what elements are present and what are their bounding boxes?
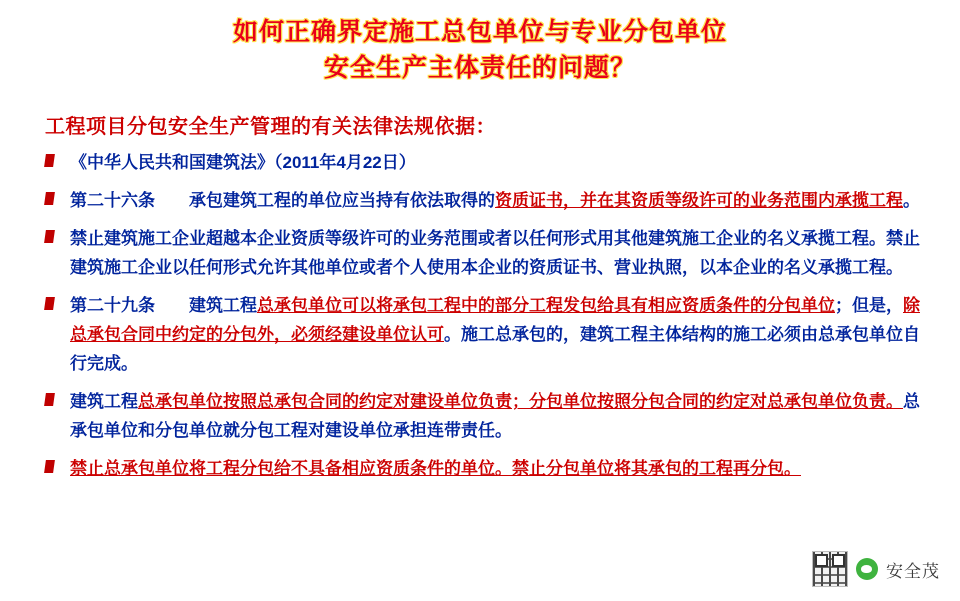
bullet-marker-icon xyxy=(44,297,55,310)
bullet-prohibition-overstep xyxy=(45,224,920,282)
qr-code-icon xyxy=(812,551,848,587)
bullet-article-29 xyxy=(45,291,920,378)
bullet-law-reference-text xyxy=(70,148,920,177)
text-run: 建筑工程 xyxy=(189,296,257,315)
bullet-joint-liability xyxy=(45,387,920,445)
logo-text: 安全茂 xyxy=(886,561,940,581)
text-run: 。 xyxy=(903,191,920,210)
text-run: 承包建筑工程的单位应当持有依法取得的 xyxy=(189,191,495,210)
text-run: 禁止总承包单位将工程分包给不具备相应资质条件的单位。禁止分包单位将其承包的工程再分包。 xyxy=(70,459,801,478)
section-heading: 工程项目分包安全生产管理的有关法律法规依据： xyxy=(45,116,496,138)
text-run: 总承包单位按照总承包合同的约定对建设单位负责；分包单位按照分包合同的约定对总承包单位负责。 xyxy=(138,392,903,411)
text-run: 。施工总承包的，建筑工程主体结构的施工必须由总承包单位自行完成。 xyxy=(70,325,920,373)
text-run: 《中华人民共和国建筑法》（2011年4月22日） xyxy=(70,153,416,172)
title-line-2: 安全生产主体责任的问题？ xyxy=(323,54,636,82)
footer-logo xyxy=(812,551,940,587)
bullet-law-reference xyxy=(45,148,920,177)
slide-title xyxy=(0,14,960,86)
text-run xyxy=(155,191,189,210)
bullet-prohibition-overstep-text xyxy=(70,224,920,282)
title-line-1: 如何正确界定施工总包单位与专业分包单位 xyxy=(232,18,727,46)
bullet-marker-icon xyxy=(44,393,55,406)
bullet-marker-icon xyxy=(44,154,55,167)
bullet-joint-liability-text xyxy=(70,387,920,445)
text-run: 除总承包合同中约定的分包外，必须经建设单位认可 xyxy=(70,296,920,344)
bullet-article-26 xyxy=(45,186,920,215)
bullet-article-26-text xyxy=(70,186,920,215)
bullet-article-29-text xyxy=(70,291,920,378)
text-run: 总承包单位可以将承包工程中的部分工程发包给具有相应资质条件的分包单位 xyxy=(257,296,835,315)
bullet-marker-icon xyxy=(44,460,55,473)
text-run: 总承包单位和分包单位就分包工程对建设单位承担连带责任。 xyxy=(70,392,920,440)
text-run: 第二十九条 xyxy=(70,296,155,315)
text-run: ；但是， xyxy=(835,296,903,315)
wechat-icon xyxy=(856,558,878,580)
bullet-marker-icon xyxy=(44,192,55,205)
bullet-prohibit-resubcontract-text xyxy=(70,454,920,483)
bullet-marker-icon xyxy=(44,230,55,243)
text-run: 建筑工程 xyxy=(70,392,138,411)
text-run xyxy=(155,296,189,315)
text-run: 资质证书，并在其资质等级许可的业务范围内承揽工程 xyxy=(495,191,903,210)
bullet-list xyxy=(45,148,920,492)
bullet-prohibit-resubcontract xyxy=(45,454,920,483)
text-run: 禁止建筑施工企业超越本企业资质等级许可的业务范围或者以任何形式用其他建筑施工企业的名义承揽工程。禁止建筑施工企业以任何形式允许其他单位或者个人使用本企业的资质证书、营业执照，以本企业的名义承揽工程。 xyxy=(70,229,920,277)
text-run: 第二十六条 xyxy=(70,191,155,210)
